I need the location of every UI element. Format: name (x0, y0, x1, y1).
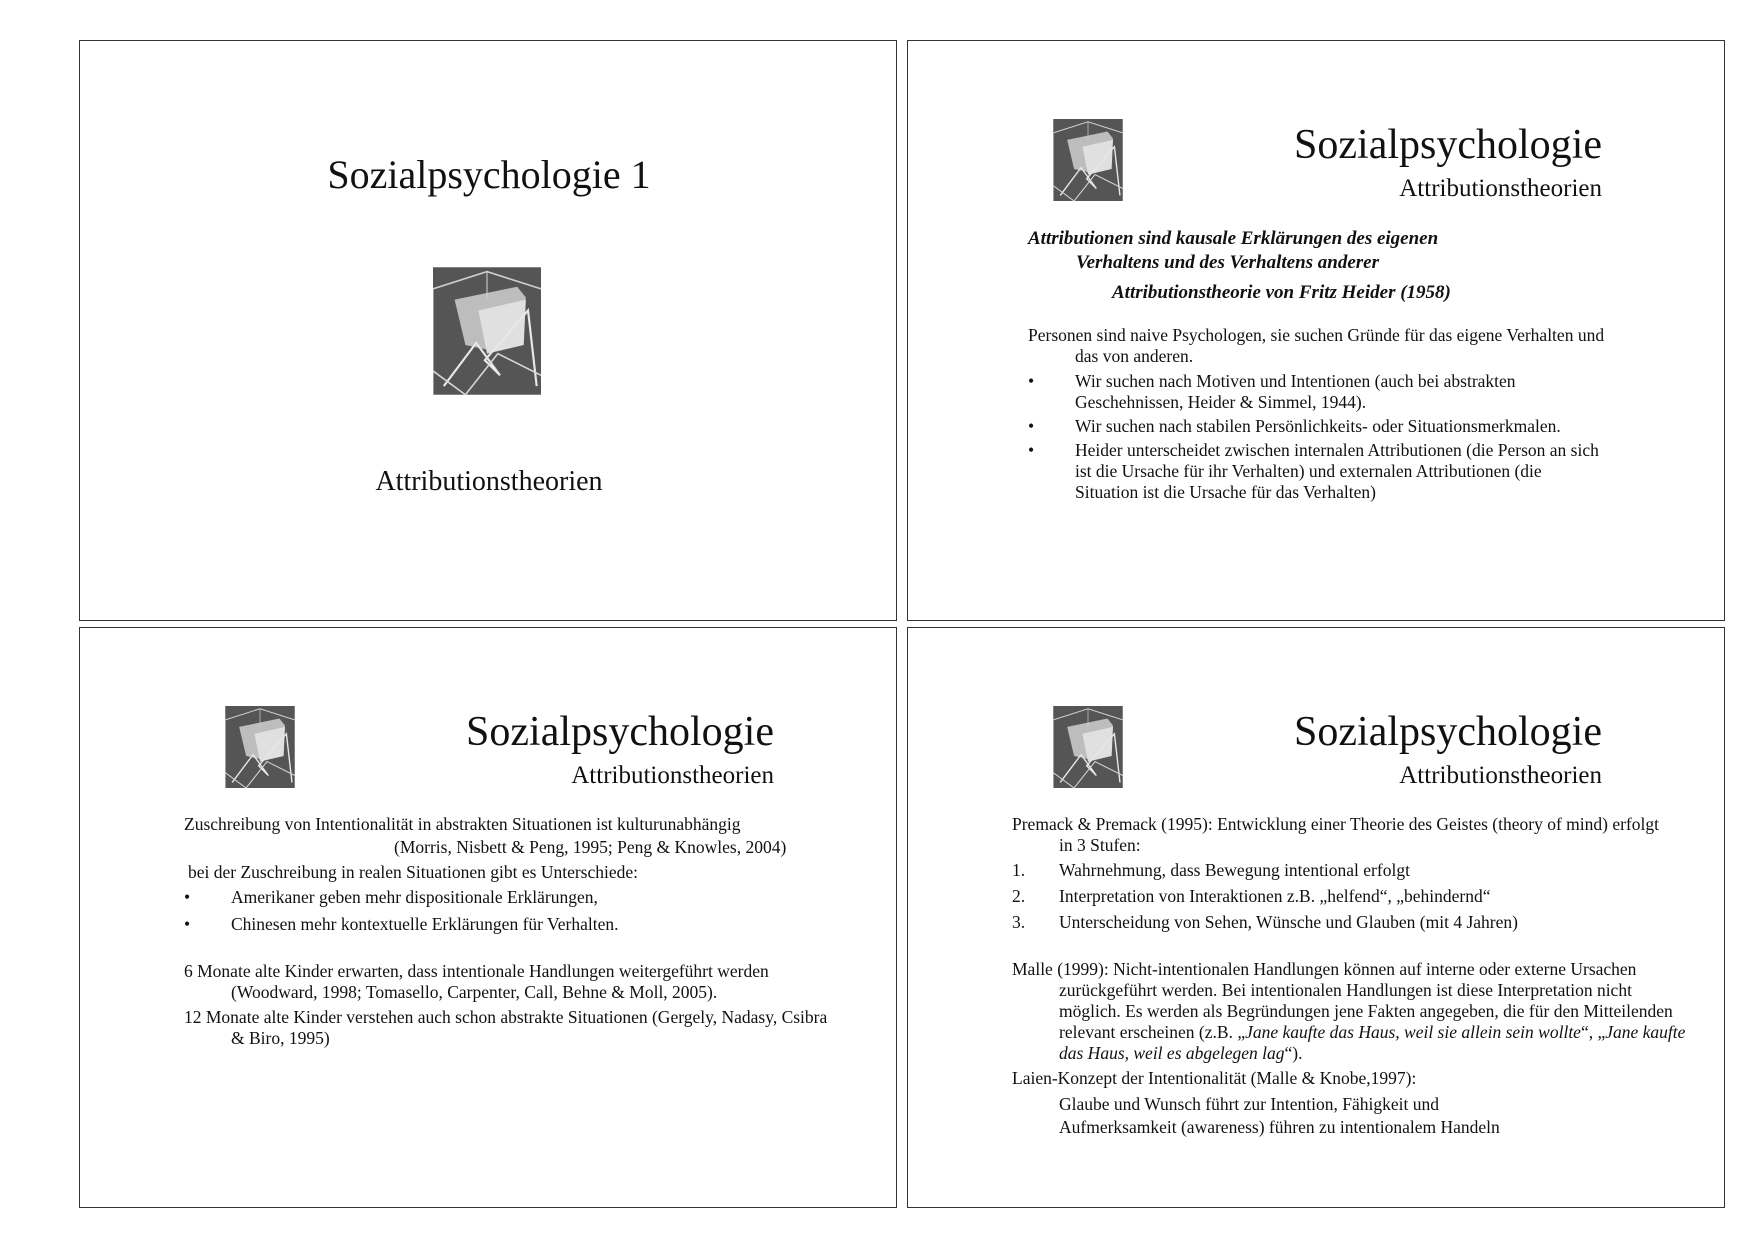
slide-subtitle: Attributionstheorien (1399, 762, 1602, 789)
slide-3 (79, 627, 897, 1208)
intro-text: Personen sind naive Psychologen, sie suchen Gründe für das eigene Verhalten und das von anderen. (1028, 325, 1605, 366)
logo-icon (1053, 706, 1123, 788)
paragraph-text: “, „ (1580, 1022, 1606, 1042)
list-item-text: Heider unterscheidet zwischen internalen Attributionen (die Person an sich ist die Ursache für ihr Verhalten) und externalen Attributionen (die Situation ist die Ursache für das Verhalten) (1075, 440, 1599, 502)
paragraph: bei der Zuschreibung in realen Situationen gibt es Unterschiede: (188, 862, 639, 882)
slide-title: Sozialpsychologie (466, 709, 774, 755)
quote: Jane kaufte das Haus, weil es abgelegen lag (1059, 1022, 1686, 1063)
step-number: 2. (1012, 886, 1026, 906)
list-item-text: Interpretation von Interaktionen z.B. „helfend“, „behindernd“ (1059, 886, 1491, 906)
bullet: • (1028, 440, 1035, 460)
step-number: 3. (1012, 912, 1026, 932)
slide-subtitle: Attributionstheorien (1399, 175, 1602, 202)
paragraph: Zuschreibung von Intentionalität in abstrakten Situationen ist kulturunabhängig (184, 814, 741, 834)
paragraph: Glaube und Wunsch führt zur Intention, Fähigkeit und Aufmerksamkeit (awareness) führen zu intentionalem Handeln (1059, 1094, 1500, 1137)
paragraph: Laien-Konzept der Intentionalität (Malle & Knobe,1997): (1012, 1068, 1417, 1088)
slide-1-title: Sozialpsychologie 1 (327, 152, 651, 197)
paragraph-text: Malle (1999): Nicht-intentionalen Handlungen können auf interne oder externe Ursachen zurückgeführt werden. Bei intentionalen Handlungen ist diese Interpretation nicht möglich. Es werden als Begründungen jene Fakten angegeben, die für den Mitteilenden relevant erscheinen (z.B. „ (1012, 959, 1673, 1042)
slide-1 (79, 40, 897, 621)
paragraph: 12 Monate alte Kinder verstehen auch schon abstrakte Situationen (Gergely, Nadasy, Csibra & Biro, 1995) (184, 1007, 828, 1048)
list-item (184, 914, 864, 935)
heading-line-1: Attributionen sind kausale Erklärungen des eigenen (1028, 228, 1439, 249)
slide-1-subtitle: Attributionstheorien (375, 466, 603, 497)
slide-subtitle: Attributionstheorien (571, 762, 774, 789)
list-item (1012, 886, 1652, 907)
list-item (1028, 416, 1608, 437)
slide-title: Sozialpsychologie (1294, 709, 1602, 755)
list-item (1028, 440, 1608, 503)
list-item (1012, 860, 1652, 881)
slide-2 (907, 40, 1725, 621)
heading-line-3: Attributionstheorie von Fritz Heider (1958) (1112, 282, 1451, 303)
list-item-text: Unterscheidung von Sehen, Wünsche und Glauben (mit 4 Jahren) (1059, 912, 1518, 932)
list-item-text: Wir suchen nach Motiven und Intentionen (auch bei abstrakten Geschehnissen, Heider & Simmel, 1944). (1075, 371, 1516, 412)
paragraph: 6 Monate alte Kinder erwarten, dass intentionale Handlungen weitergeführt werden (Woodward, 1998; Tomasello, Carpenter, Call, Behne & Moll, 2005). (184, 961, 769, 1002)
list-item-text: Chinesen mehr kontextuelle Erklärungen für Verhalten. (231, 914, 619, 934)
quote: Jane kaufte das Haus, weil sie allein sein wollte (1245, 1022, 1581, 1042)
logo-icon (225, 706, 295, 788)
paragraph: Premack & Premack (1995): Entwicklung einer Theorie des Geistes (theory of mind) erfolgt in 3 Stufen: (1012, 814, 1659, 855)
list-item (184, 887, 864, 908)
logo-icon (1053, 119, 1123, 201)
list-item (1012, 912, 1652, 933)
slide-4 (907, 627, 1725, 1208)
paragraph (1012, 959, 1689, 1064)
slide-title: Sozialpsychologie (1294, 122, 1602, 168)
step-number: 1. (1012, 860, 1026, 880)
bullet: • (184, 887, 191, 907)
bullet: • (184, 914, 191, 934)
list-item-text: Amerikaner geben mehr dispositionale Erklärungen, (231, 887, 598, 907)
list-item-text: Wir suchen nach stabilen Persönlichkeits- oder Situationsmerkmalen. (1075, 416, 1561, 436)
list-item (1028, 371, 1608, 413)
citation: (Morris, Nisbett & Peng, 1995; Peng & Knowles, 2004) (394, 837, 787, 857)
heading-line-2: Verhaltens und des Verhaltens anderer (1076, 252, 1380, 273)
list-item-text: Wahrnehmung, dass Bewegung intentional erfolgt (1059, 860, 1410, 880)
logo-icon (433, 267, 541, 395)
paragraph-text: “). (1284, 1043, 1303, 1063)
bullet: • (1028, 416, 1035, 436)
bullet: • (1028, 371, 1035, 391)
